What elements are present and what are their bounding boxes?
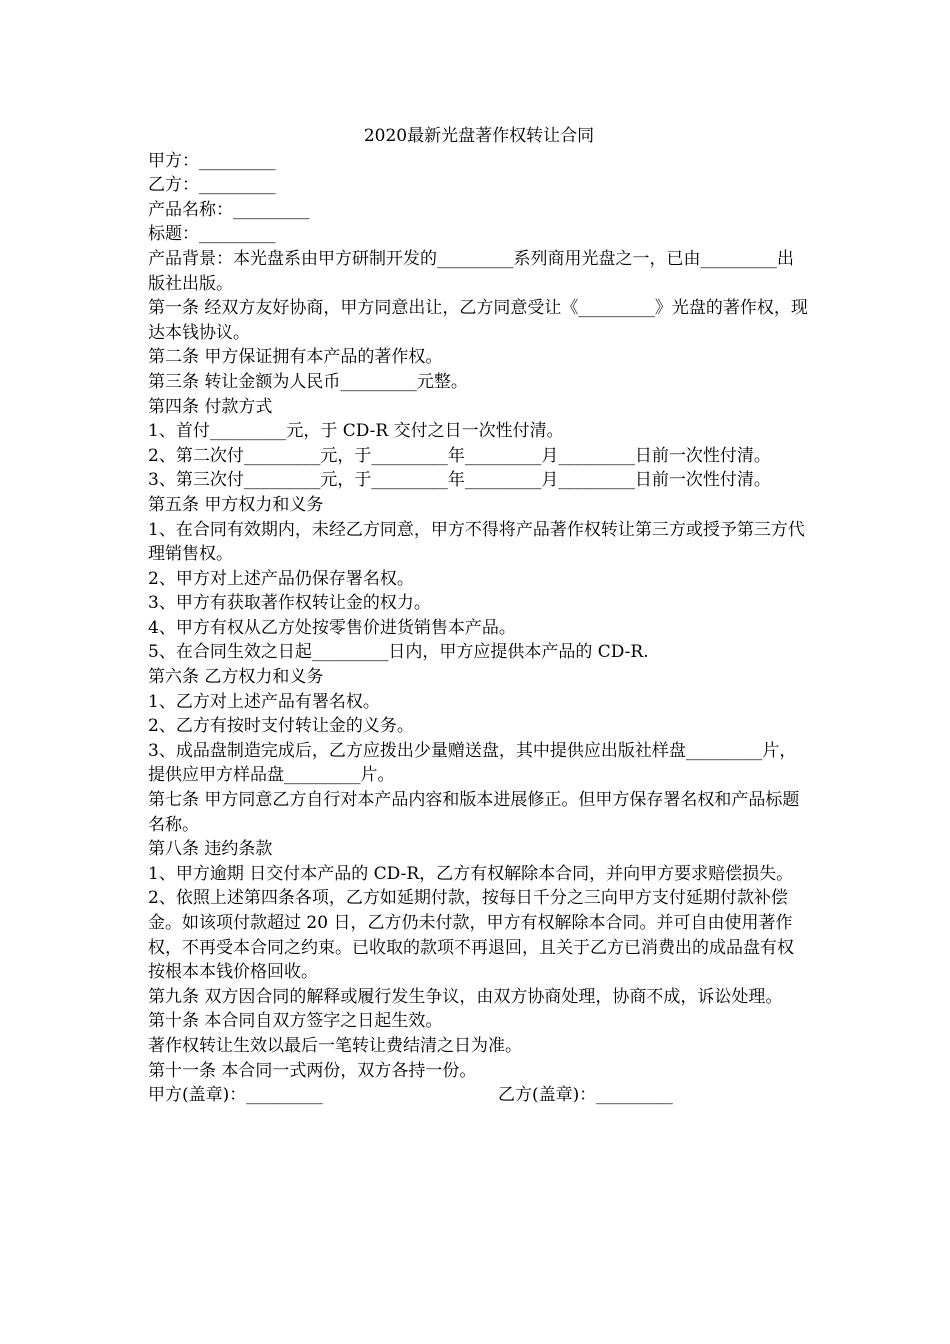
clause-article-8-item-2: 2、依照上述第四条各项，乙方如延期付款，按每日千分之三向甲方支付延期付款补偿金。如该项付款超过 20 日，乙方仍未付款，甲方有权解除本合同。并可自由使用著作权，不再受本合同之约束。已收取的款项不再退回，且关于乙方已消费出的成品盘有权按根本本钱价格回收。 — [148, 888, 794, 983]
clause-article-5-item-3: 3、甲方有获取著作权转让金的权力。 — [148, 593, 431, 614]
clause-article-5-item-2: 2、甲方对上述产品仍保存署名权。 — [148, 568, 414, 589]
clause-party-b: 乙方：_________ — [148, 175, 276, 196]
signature-party-a: 甲方(盖章)：_________ — [148, 1085, 323, 1106]
clause-article-8-heading: 第八条 违约条款 — [148, 839, 273, 860]
clause-article-6-item-1: 1、乙方对上述产品有署名权。 — [148, 691, 380, 712]
clause-article-2: 第二条 甲方保证拥有本产品的著作权。 — [148, 347, 443, 368]
signature-row — [148, 1083, 808, 1108]
clause-article-8-item-1: 1、甲方逾期 日交付本产品的 CD-R，乙方有权解除本合同，并向甲方要求赔偿损失。 — [148, 863, 794, 884]
clause-product-background: 产品背景：本光盘系由甲方研制开发的_________系列商用光盘之一，已由_________出版社出版。 — [148, 248, 794, 294]
clause-article-5-item-4: 4、甲方有权从乙方处按零售价进货销售本产品。 — [148, 617, 516, 638]
clause-party-a: 甲方：_________ — [148, 150, 276, 171]
clause-article-1: 第一条 经双方友好协商，甲方同意出让，乙方同意受让《_________》光盘的著作权，现达本钱协议。 — [148, 298, 808, 343]
document-body — [148, 124, 808, 1108]
clause-article-6-heading: 第六条 乙方权力和义务 — [148, 667, 324, 688]
clause-article-4-item-3: 3、第三次付_________元，于_________年_________月_________日前一次性付清。 — [148, 470, 771, 491]
clause-article-7: 第七条 甲方同意乙方自行对本产品内容和版本进展修正。但甲方保存署名权和产品标题名称。 — [148, 790, 800, 835]
clause-article-10: 第十条 本合同自双方签字之日起生效。 — [148, 1011, 443, 1032]
clause-product-name: 产品名称：_________ — [148, 199, 310, 220]
clause-article-11: 第十一条 本合同一式两份，双方各持一份。 — [148, 1060, 477, 1081]
clause-product-title: 标题：_________ — [148, 224, 276, 245]
clause-article-6-item-2: 2、乙方有按时支付转让金的义务。 — [148, 716, 414, 737]
document-title: 2020最新光盘著作权转让合同 — [363, 126, 595, 146]
clause-article-4-item-1: 1、首付_________元，于 CD-R 交付之日一次性付清。 — [148, 421, 564, 442]
clause-effective-condition: 著作权转让生效以最后一笔转让费结清之日为准。 — [148, 1035, 522, 1056]
clause-article-5-heading: 第五条 甲方权力和义务 — [148, 494, 324, 515]
clause-article-3: 第三条 转让金额为人民币_________元整。 — [148, 371, 468, 392]
clause-article-6-item-3: 3、成品盘制造完成后，乙方应拨出少量赠送盘，其中提供应出版社样盘_________片，提供应甲方样品盘_________片。 — [148, 740, 797, 786]
clause-article-5-item-5: 5、在合同生效之日起_________日内，甲方应提供本产品的 CD-R. — [148, 642, 649, 663]
clause-article-5-item-1: 1、在合同有效期内，未经乙方同意，甲方不得将产品著作权转让第三方或授予第三方代理销售权。 — [148, 519, 805, 565]
clause-article-4-item-2: 2、第二次付_________元，于_________年_________月_________日前一次性付清。 — [148, 445, 771, 466]
clause-article-4-heading: 第四条 付款方式 — [148, 396, 273, 417]
clause-article-9: 第九条 双方因合同的解释或履行发生争议，由双方协商处理，协商不成，诉讼处理。 — [148, 986, 783, 1007]
signature-party-b: 乙方(盖章)：_________ — [498, 1085, 673, 1106]
